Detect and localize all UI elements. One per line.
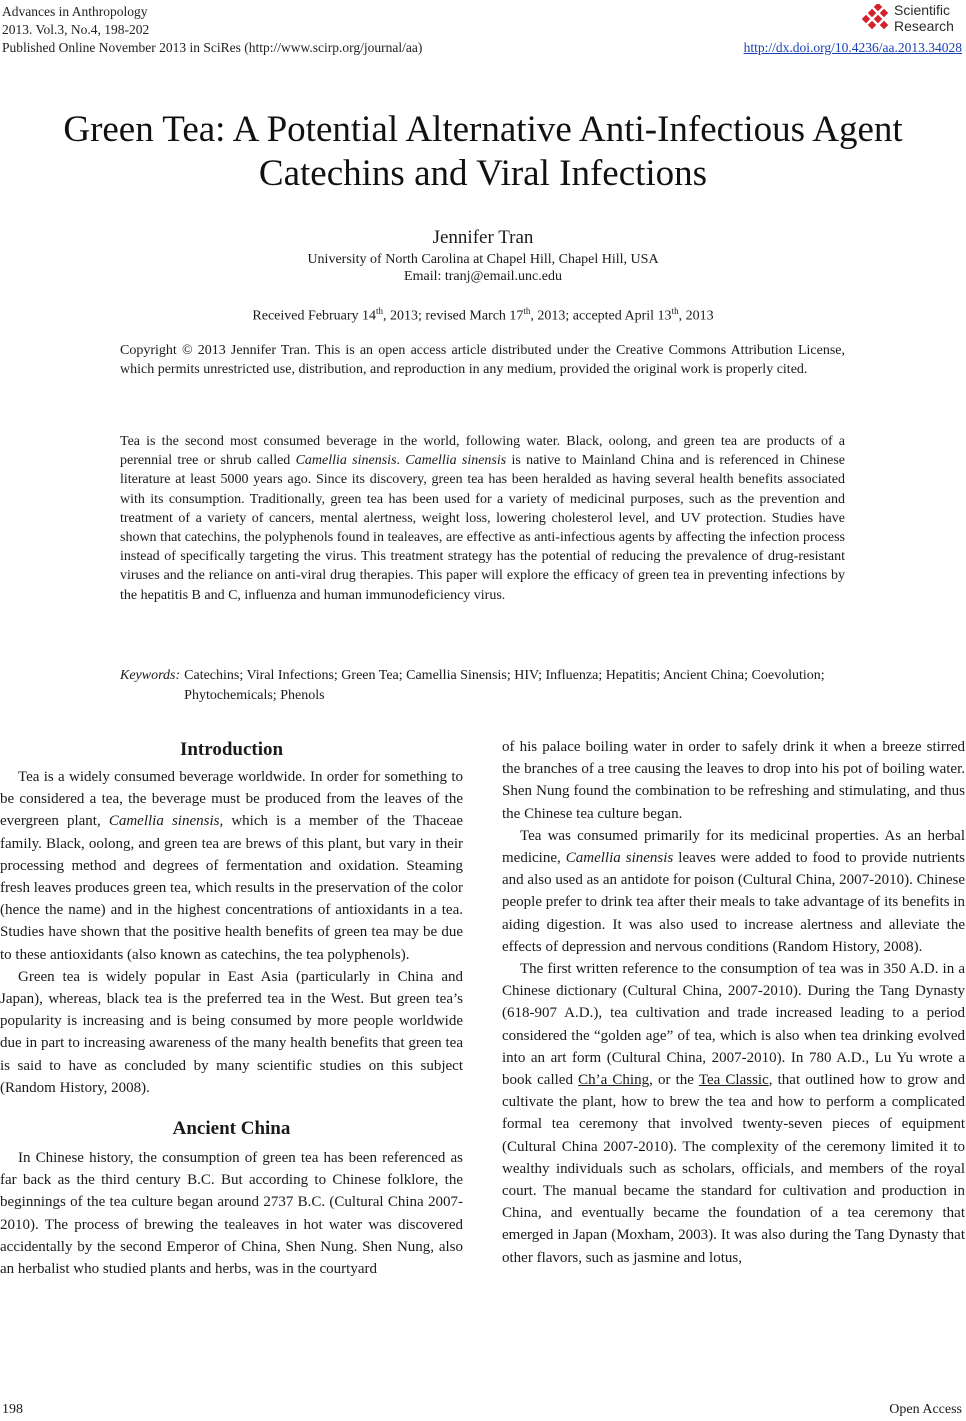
scientific-research-logo — [862, 2, 962, 36]
page-number: 198 — [2, 1402, 23, 1417]
author-name: Jennifer Tran — [432, 227, 534, 248]
copyright-notice: Copyright © 2013 Jennifer Tran. This is an open access article distributed under the Creative Commons Attribution License, which permits unrestricted use, distribution, and reproduction in any medium, provided the original work is properly cited. — [120, 343, 845, 377]
keywords-label: Keywords: — [120, 668, 181, 683]
volume-info: 2013. Vol.3, No.4, 198-202 — [2, 22, 150, 37]
paragraph: The first written reference to the consumption of tea was in 350 A.D. in a Chinese dictionary (Cultural China, 2007-2010). During the Tang Dynasty (618-907 A.D.), tea cultivation and trade increased leading to a period considered the “golden age” of tea, which is also when tea drinking evolved into an art form (Cultural China, 2007-2010). In 780 A.D., Lu Yu wrote a book called Ch’a Ching, or the Tea Classic, that outlined how to grow and cultivate the plant, how to brew the tea and how to perform a complicated formal tea ceremony that involved twenty-seven pieces of equipment (Cultural China 2007-2010). The complexity of the ceremony limited it to wealthy individuals such as scholars, officials, and members of the royal court. The manual became the standard for cultivation and production in China, and eventually became the foundation of a tea ceremony that emerged in Japan (Moxham, 2003). It was also during the Tang Dynasty that other flavors, such as jasmine and lotus, — [502, 961, 965, 1266]
section-heading-ancient-china: Ancient China — [172, 1118, 291, 1140]
paragraph: Green tea is widely popular in East Asia (particularly in China and Japan), whereas, black tea is the preferred tea in the West. But green tea’s popularity is increasing and is being consumed by more people worldwide due in part to increasing awareness of the many health benefits that green tea is said to have as concluded by many scientific studies on this subject (Random History, 2008). — [0, 968, 463, 1096]
doi-link[interactable]: http://dx.doi.org/10.4236/aa.2013.34028 — [743, 40, 962, 55]
keywords — [120, 666, 845, 705]
received-dates: Received February 14th, 2013; revised March 17th, 2013; accepted April 13th, 2013 — [252, 306, 714, 324]
journal-name: Advances in Anthropology — [2, 4, 148, 19]
paragraph: of his palace boiling water in order to safely drink it when a breeze stirred the branches of a tree causing the leaves to drop into his pot of boiling water. Shen Nung found the combination to be refreshing and stimulating, and thus the Chinese tea culture began. — [502, 739, 965, 822]
author-email: Email: tranj@email.unc.edu — [404, 269, 562, 284]
running-header — [2, 3, 422, 57]
logo-mark-icon — [862, 4, 892, 34]
keywords-list: Catechins; Viral Infections; Green Tea; Camellia Sinensis; HIV; Influenza; Hepatitis; Ancient China; Coevolution; Phytochemicals; Phenols — [184, 668, 825, 703]
right-column — [502, 736, 965, 1269]
paragraph: Tea is a widely consumed beverage worldwide. In order for something to be considered a tea, the beverage must be produced from the leaves of the evergreen plant, Camellia sinensis, which is a member of the Thaceae family. Black, oolong, and green tea are brews of this plant, but vary in their processing method and degrees of fermentation and oxidation. Steaming fresh leaves produces green tea, which results in the preservation of the color (hence the name) and in the highest concentrations of antioxidants in a tea. Studies have shown that the positive health benefits of green tea may be due to these antioxidants (also known as catechins, the tea polyphenols). — [0, 769, 463, 963]
publication-info: Published Online November 2013 in SciRes (http://www.scirp.org/journal/aa) — [2, 40, 423, 55]
section-heading-introduction: Introduction — [179, 739, 284, 760]
left-column — [0, 736, 463, 1280]
abstract: Tea is the second most consumed beverage in the world, following water. Black, oolong, and green tea are products of a perennial tree or shrub called Camellia sinensis. Camellia sinensis is native to Mainland China and is referenced in Chinese literature at least 5000 years ago. Since its discovery, green tea has been heralded as having several health benefits associated with its consumption. Traditionally, green tea has been used for a variety of medicinal purposes, such as the prevention and treatment of a variety of cancers, mental alertness, weight loss, lowering cholesterol level, and UV protection. Studies have shown that catechins, the polyphenols found in tealeaves, are effective as anti-infectious agents by affecting the infection process instead of specifically targeting the virus. This treatment strategy has the potential of reducing the prevalence of drug-resistant viruses and the reliance on anti-viral drug therapies. This paper will explore the efficacy of green tea in preventing infections by the hepatitis B and C, influenza and human immunodeficiency virus. — [120, 434, 845, 603]
paragraph: Tea was consumed primarily for its medicinal properties. As an herbal medicine, Camellia sinensis leaves were added to food to provide nutrients and also used as an antidote for poison (Cultural China, 2007-2010). Chinese people prefer to drink tea after their meals to take advantage of its benefits in aiding digestion. It was also used to increase alertness and alleviate the effects of depression and nervous conditions (Random History, 2008). — [502, 827, 965, 955]
logo-wordmark: Scientific Research — [894, 2, 954, 34]
paragraph: In Chinese history, the consumption of green tea has been referenced as far back as the third century B.C. But according to Chinese folklore, the beginnings of the tea culture began around 2737 B.C. (Cultural China 2007-2010). The process of brewing the tealeaves in hot water was discovered accidentally by the second Emperor of China, Shen Nung. Shen Nung, also an herbalist who studied plants and herbs, was in the courtyard — [0, 1150, 463, 1278]
paper-title: Green Tea: A Potential Alternative Anti-Infectious Agent Catechins and Viral Infections — [63, 109, 903, 194]
affiliation: University of North Carolina at Chapel Hill, Chapel Hill, USA — [307, 252, 659, 267]
open-access-label: Open Access — [889, 1402, 962, 1417]
